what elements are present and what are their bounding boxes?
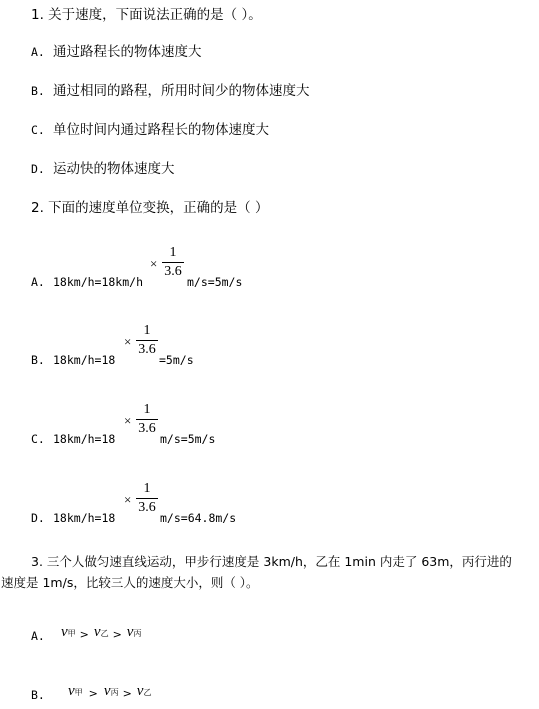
q3-stem-line1: 3. 三个人做匀速直线运动，甲步行速度是 3km/h，乙在 1min 内走了 63m，丙行进的 [31,554,512,569]
option-text: 通过相同的路程，所用时间少的物体速度大 [53,83,310,99]
option-text: 通过路程长的物体速度大 [53,44,202,60]
fraction [162,245,184,280]
velocity-subscript: 乙 [100,629,109,638]
greater-than: > [88,687,98,700]
option-right-text: m/s=64.8m/s [160,511,237,525]
fraction-numerator: 1 [143,481,151,496]
q3-option-b [31,683,151,701]
fraction-denominator: 3.6 [138,342,156,357]
option-letter: D. [31,511,45,525]
option-left-text: 18km/h=18 [53,432,116,446]
greater-than: > [79,628,89,641]
option-text: 运动快的物体速度大 [53,161,175,177]
multiply-sign: × [124,492,132,507]
q2-option-b [31,352,115,368]
q3-stem-line2: 速度是 1m/s，比较三人的速度大小，则（ ）。 [1,575,259,590]
velocity-symbol: v [61,624,68,640]
fraction-numerator: 1 [143,402,151,417]
multiply-sign: × [150,256,158,271]
option-letter: A. [31,629,45,643]
q3-option-a [31,624,141,642]
option-left-text: 18km/h=18 [53,353,116,367]
greater-than: > [122,687,132,700]
option-letter: C. [31,432,45,446]
velocity-subscript: 甲 [67,629,76,638]
q2-stem: 2. 下面的速度单位变换，正确的是（ ） [31,200,269,216]
velocity-symbol: v [136,683,144,699]
fraction-numerator: 1 [169,245,177,260]
option-letter: C. [31,123,45,137]
option-letter: D. [31,162,45,176]
velocity-symbol: v [68,683,75,699]
velocity-symbol: v [126,624,134,640]
option-text: 单位时间内通过路程长的物体速度大 [53,122,269,138]
velocity-symbol: v [93,624,101,640]
fraction-denominator: 3.6 [138,500,156,515]
fraction-denominator: 3.6 [164,264,182,279]
fraction-bar [136,340,158,341]
fraction-bar [136,419,158,420]
q2-option-a [31,274,143,290]
multiply-sign: × [124,334,132,349]
greater-than: > [112,628,122,641]
fraction-bar [162,262,184,263]
option-letter: A. [31,275,45,289]
q1-option-a [31,44,202,61]
option-right-text: m/s=5m/s [187,275,243,289]
option-letter: B. [31,688,45,702]
q1-option-b [31,83,310,100]
option-letter: B. [31,84,45,98]
option-right-text: =5m/s [159,353,194,367]
option-left-text: 18km/h=18km/h [53,275,144,289]
q1-option-c [31,122,269,139]
option-letter: B. [31,353,45,367]
option-left-text: 18km/h=18 [53,511,116,525]
velocity-subscript: 丙 [133,629,142,638]
q1-stem: 1. 关于速度，下面说法正确的是（ ）。 [31,7,262,23]
velocity-subscript: 甲 [74,688,83,697]
q2-option-c [31,431,115,447]
fraction [136,402,158,437]
fraction-bar [136,498,158,499]
velocity-symbol: v [103,683,111,699]
multiply-sign: × [124,413,132,428]
option-right-text: m/s=5m/s [160,432,216,446]
fraction [136,481,158,516]
fraction [136,323,158,358]
fraction-denominator: 3.6 [138,421,156,436]
fraction-numerator: 1 [143,323,151,338]
velocity-subscript: 乙 [143,688,152,697]
option-letter: A. [31,45,45,59]
velocity-subscript: 丙 [110,688,119,697]
q1-option-d [31,161,175,178]
q2-option-d [31,510,115,526]
